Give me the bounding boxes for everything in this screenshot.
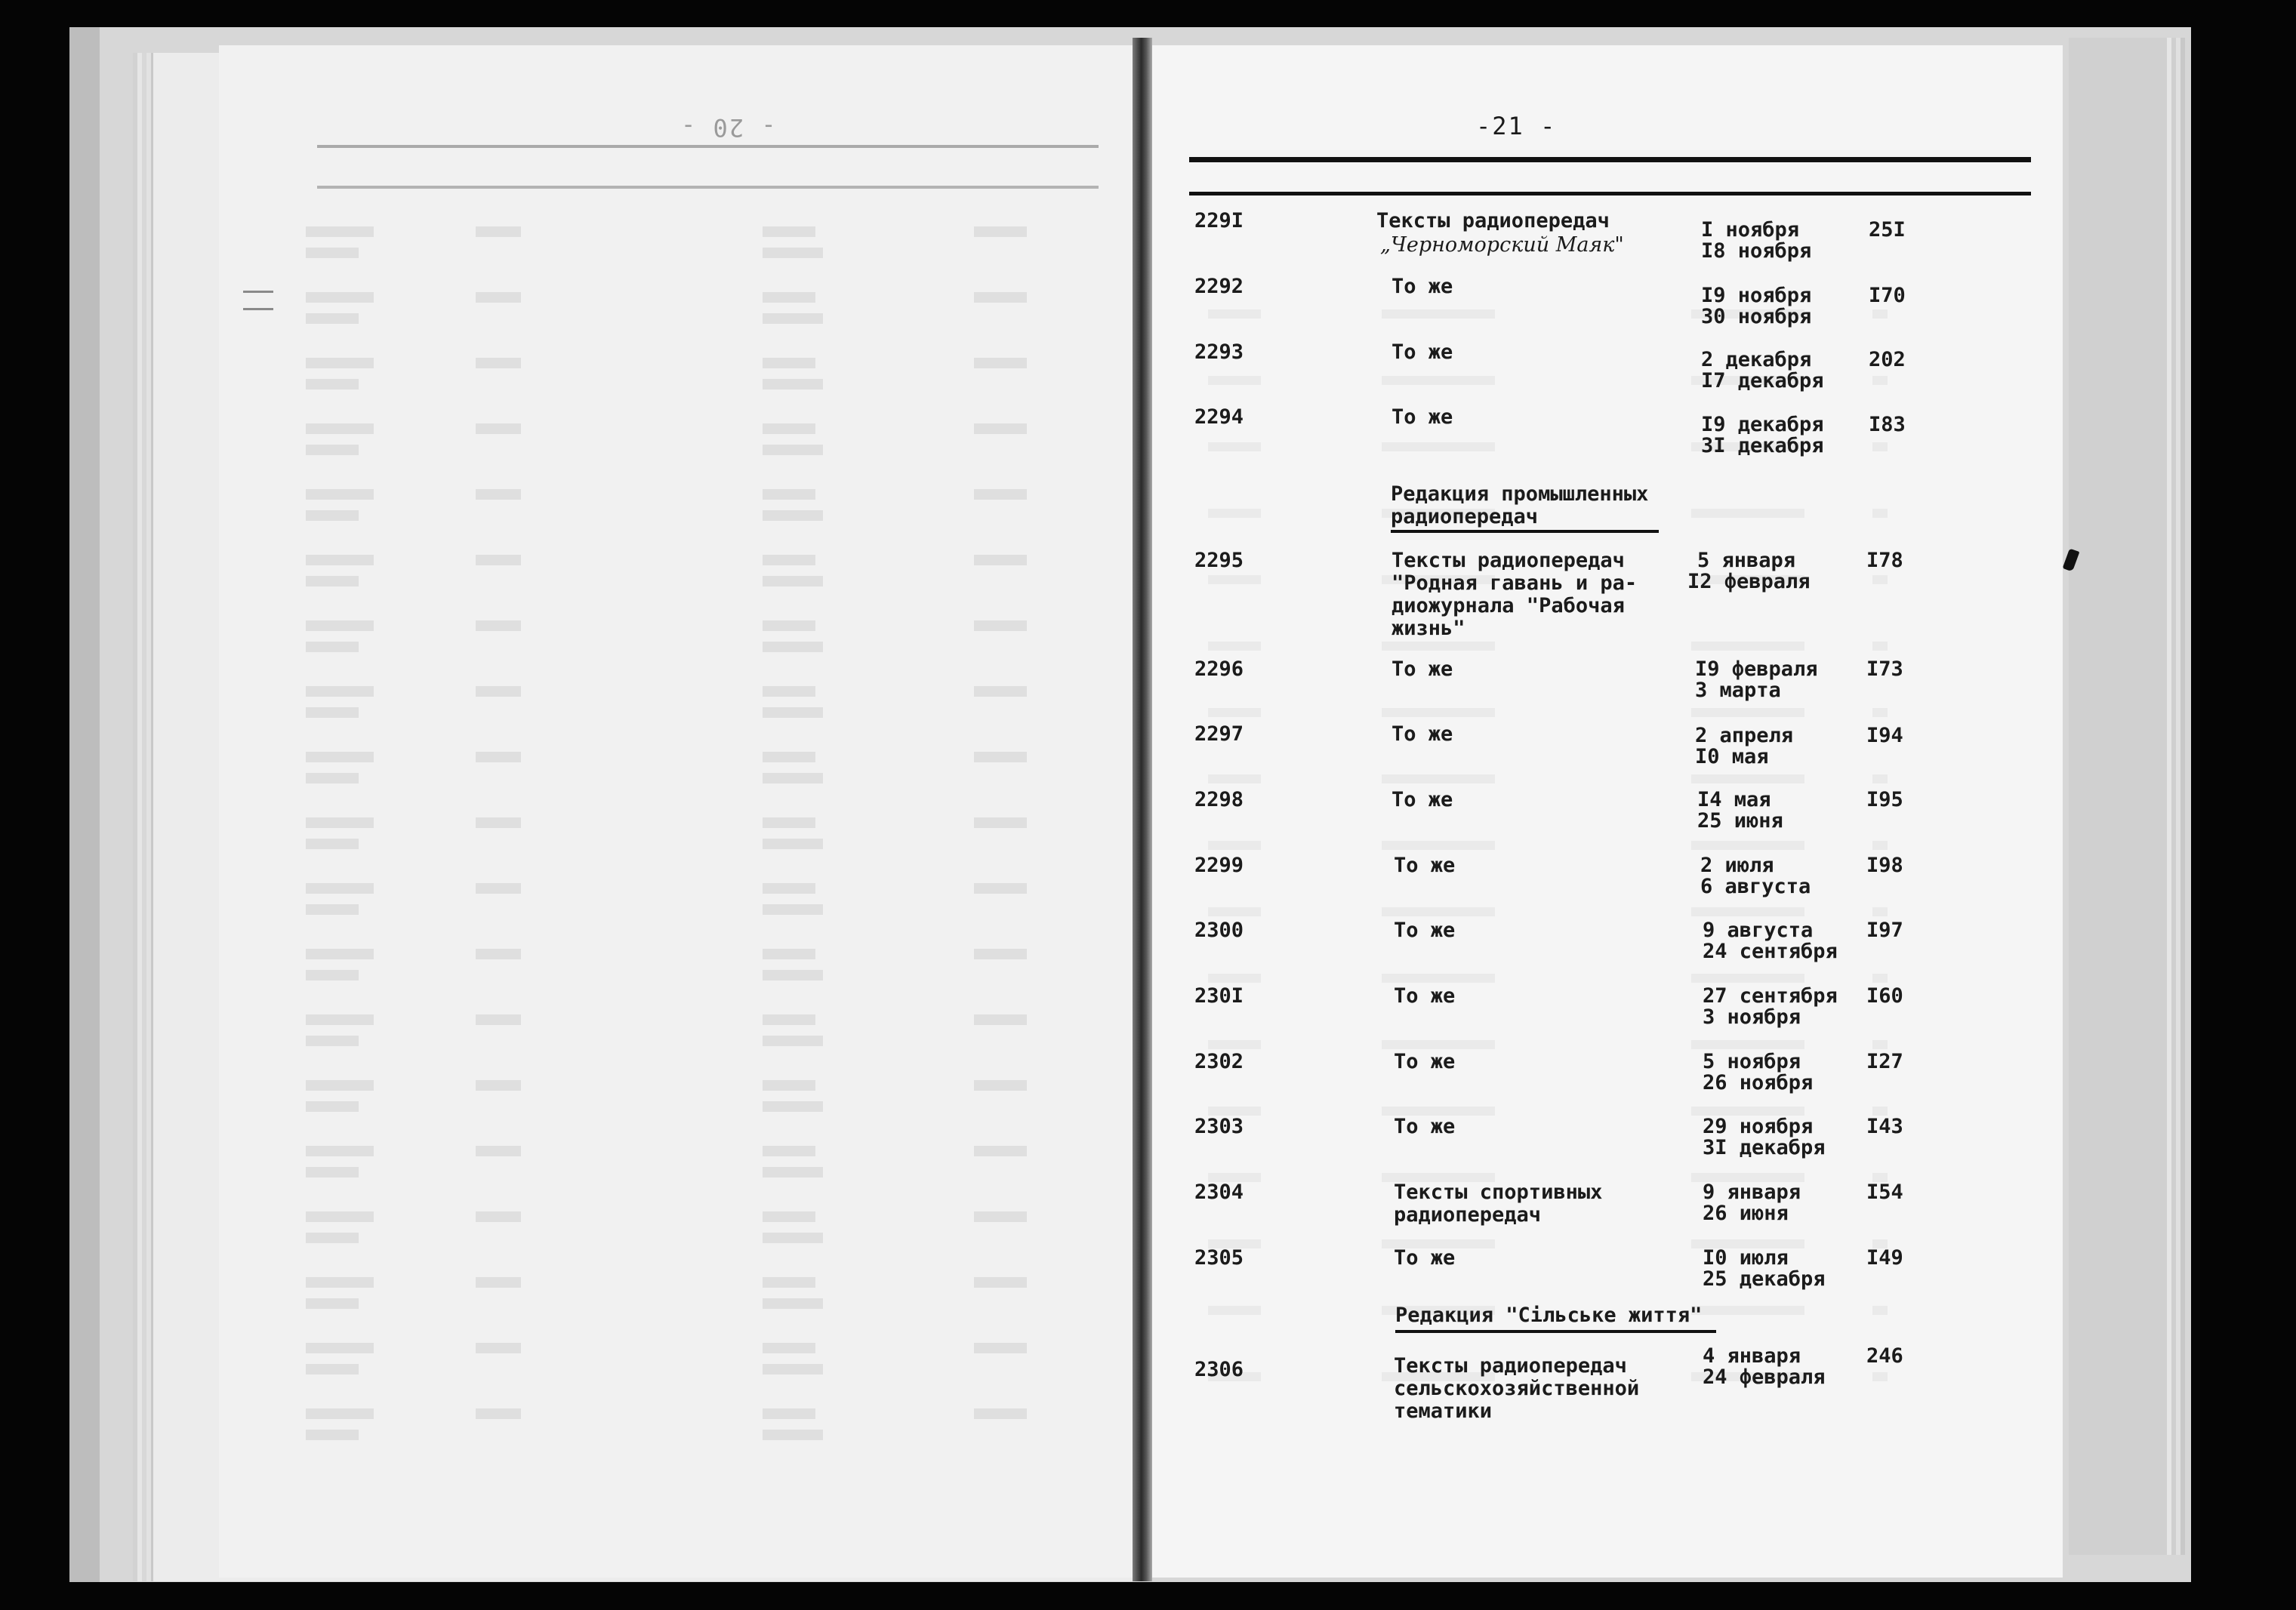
binding-edge [69, 27, 100, 1582]
file-title: Тексты радиопередач [1376, 209, 1610, 232]
bleed-stroke [306, 1364, 359, 1375]
bleed-stroke [763, 1233, 823, 1243]
bleed-stroke [306, 752, 374, 762]
bleed-stroke [306, 1167, 359, 1177]
bleed-stroke [763, 839, 823, 849]
bleed-stroke [763, 883, 815, 894]
bleed-stroke [306, 576, 359, 586]
bleed-stroke [1208, 774, 1261, 783]
bleed-stroke [763, 489, 815, 500]
date-start: 5 ноября [1703, 1050, 1801, 1073]
file-title: Тексты спортивных радиопередач [1394, 1181, 1603, 1227]
page-count: 246 [1866, 1344, 1903, 1368]
date-end: 24 февраля [1703, 1365, 1826, 1389]
bleed-stroke [476, 555, 521, 565]
bleed-stroke [1872, 1306, 1888, 1315]
bleed-stroke [476, 292, 521, 303]
bleed-stroke [1382, 1040, 1495, 1049]
bleed-stroke [763, 1211, 815, 1222]
bleed-stroke [1208, 509, 1261, 518]
bleed-stroke [1382, 974, 1495, 983]
bleed-stroke [763, 226, 815, 237]
bleed-stroke [974, 883, 1027, 894]
bleed-stroke [306, 510, 359, 521]
bleed-stroke [1208, 708, 1261, 717]
bleed-stroke [1872, 774, 1888, 783]
bleed-stroke [763, 423, 815, 434]
bleed-stroke [306, 313, 359, 324]
bleed-stroke [1872, 442, 1888, 451]
bleed-stroke [306, 379, 359, 389]
bleed-stroke [974, 226, 1027, 237]
bleed-stroke [763, 1430, 823, 1440]
bleed-stroke [763, 970, 823, 980]
bleed-stroke [974, 1146, 1027, 1156]
bleed-stroke [763, 313, 823, 324]
file-title: То же [1391, 657, 1453, 681]
bleed-stroke [306, 620, 374, 631]
bleed-stroke [1691, 841, 1804, 850]
bleed-stroke [306, 1430, 359, 1440]
file-number: 2295 [1194, 549, 1244, 572]
date-end: 30 ноября [1701, 305, 1812, 328]
date-end: I2 февраля [1687, 570, 1811, 593]
bleed-stroke [1872, 309, 1888, 319]
file-title: То же [1391, 722, 1453, 746]
bleed-stroke [1382, 841, 1495, 850]
bleed-stroke [476, 423, 521, 434]
bleed-stroke [1872, 575, 1888, 584]
date-start: I4 мая [1697, 788, 1771, 811]
date-start: I9 ноября [1701, 284, 1812, 307]
bleed-stroke [974, 1080, 1027, 1091]
file-title: То же [1394, 1115, 1456, 1138]
bleed-stroke [763, 752, 815, 762]
bleed-stroke [306, 248, 359, 258]
bleed-stroke [763, 248, 823, 258]
bleed-stroke [306, 445, 359, 455]
bleed-stroke [1872, 1040, 1888, 1049]
file-number: 2302 [1194, 1050, 1244, 1073]
bleed-stroke [763, 445, 823, 455]
bleed-stroke [1208, 907, 1261, 916]
bleed-stroke [476, 1014, 521, 1025]
bleed-stroke [974, 292, 1027, 303]
bleed-stroke [476, 883, 521, 894]
bleed-stroke [306, 642, 359, 652]
bleed-stroke [974, 1014, 1027, 1025]
date-start: I9 декабря [1701, 413, 1824, 436]
bleed-stroke [1382, 442, 1495, 451]
file-title: То же [1394, 1050, 1456, 1073]
file-title: Тексты радиопередач "Родная гавань и ра- диожурнала "Рабочая жизнь" [1391, 549, 1638, 640]
date-start: 2 июля [1700, 854, 1774, 877]
bleed-stroke [306, 1014, 374, 1025]
bleed-stroke [763, 1014, 815, 1025]
bleed-stroke [763, 1036, 823, 1046]
page-count: I27 [1866, 1050, 1903, 1073]
date-end: 24 сентября [1703, 940, 1838, 963]
bleed-stroke [763, 576, 823, 586]
bleed-stroke [974, 489, 1027, 500]
bleed-stroke [1691, 708, 1804, 717]
file-title: То же [1391, 405, 1453, 429]
bleed-stroke [306, 970, 359, 980]
file-number: 2303 [1194, 1115, 1244, 1138]
bleed-stroke [306, 1036, 359, 1046]
bleed-stroke [1691, 774, 1804, 783]
bleed-stroke [763, 1146, 815, 1156]
bleed-stroke [1872, 509, 1888, 518]
page-count: I54 [1866, 1181, 1903, 1204]
date-start: 2 декабря [1701, 348, 1812, 371]
bleed-stroke [1208, 376, 1261, 385]
file-number: 2298 [1194, 788, 1244, 811]
bleed-stroke [306, 1343, 374, 1353]
bleed-stroke [306, 555, 374, 565]
bleed-stroke [1872, 376, 1888, 385]
bleed-stroke [763, 1101, 823, 1112]
bleed-stroke [763, 1167, 823, 1177]
bleed-stroke [476, 752, 521, 762]
bleed-stroke [476, 949, 521, 959]
bleed-stroke [974, 949, 1027, 959]
file-number: 2292 [1194, 275, 1244, 298]
bleed-stroke [306, 1101, 359, 1112]
bleed-stroke [306, 817, 374, 828]
right-page-number: -21 - [1476, 112, 1557, 140]
bleed-stroke [1382, 774, 1495, 783]
bleed-stroke [1382, 642, 1495, 651]
bleed-stroke [1208, 309, 1261, 319]
date-start: I0 июля [1703, 1246, 1789, 1270]
page-count: 202 [1869, 348, 1906, 371]
bleed-stroke [306, 1408, 374, 1419]
file-title: То же [1394, 984, 1456, 1008]
bleed-stroke [476, 489, 521, 500]
bleed-stroke [763, 1277, 815, 1288]
bleed-stroke [763, 1080, 815, 1091]
file-title: То же [1394, 919, 1456, 942]
bleed-stroke [974, 1343, 1027, 1353]
bleed-stroke [476, 1408, 521, 1419]
date-start: I ноября [1701, 218, 1800, 242]
date-end: 25 декабря [1703, 1267, 1826, 1291]
date-end: 25 июня [1697, 809, 1783, 833]
file-number: 2294 [1194, 405, 1244, 429]
bleed-stroke [974, 817, 1027, 828]
bleed-stroke [306, 1298, 359, 1309]
bleed-stroke [974, 1277, 1027, 1288]
date-end: I0 мая [1695, 745, 1769, 768]
bleed-stroke [306, 226, 374, 237]
bleed-stroke [763, 1298, 823, 1309]
bleed-stroke [763, 358, 815, 368]
bleed-stroke [1382, 309, 1495, 319]
date-start: 5 января [1697, 549, 1796, 572]
bleed-stroke [476, 817, 521, 828]
bleed-stroke [476, 226, 521, 237]
bleed-stroke [974, 620, 1027, 631]
date-end: 3I декабря [1703, 1136, 1826, 1159]
right-header-rule [1189, 157, 2031, 162]
bleed-stroke [763, 949, 815, 959]
page-count: I60 [1866, 984, 1903, 1008]
bleed-stroke [763, 904, 823, 915]
page-count: I49 [1866, 1246, 1903, 1270]
bleed-stroke [1872, 841, 1888, 850]
date-end: I7 декабря [1701, 369, 1824, 392]
bleed-stroke [306, 773, 359, 783]
date-end: I8 ноября [1701, 239, 1812, 263]
bleed-stroke [306, 1277, 374, 1288]
bleed-stroke [1382, 708, 1495, 717]
date-start: 9 января [1703, 1181, 1801, 1204]
date-end: 26 ноября [1703, 1071, 1814, 1094]
bleed-stroke [476, 1277, 521, 1288]
file-number: 2296 [1194, 657, 1244, 681]
bleed-stroke [974, 555, 1027, 565]
bleed-stroke [763, 555, 815, 565]
page-count: I73 [1866, 657, 1903, 681]
bleed-stroke [974, 423, 1027, 434]
bleed-stroke [1691, 907, 1804, 916]
file-number: 2297 [1194, 722, 1244, 746]
file-number: 2306 [1194, 1358, 1244, 1381]
date-start: 27 сентября [1703, 984, 1838, 1008]
file-title: То же [1394, 854, 1456, 877]
file-number: 2305 [1194, 1246, 1244, 1270]
file-number: 230I [1194, 984, 1244, 1008]
bleed-stroke [476, 1343, 521, 1353]
bleed-stroke [763, 620, 815, 631]
file-title: Тексты радиопередач сельскохозяйственной тематики [1394, 1354, 1640, 1423]
page-count: I43 [1866, 1115, 1903, 1138]
bleed-stroke [1691, 974, 1804, 983]
bleed-stroke [306, 904, 359, 915]
bleed-stroke [306, 358, 374, 368]
bleed-stroke [306, 292, 374, 303]
page-count: I94 [1866, 724, 1903, 747]
bleed-stroke [763, 642, 823, 652]
date-start: 29 ноября [1703, 1115, 1814, 1138]
date-end: 3I декабря [1701, 434, 1824, 457]
bleed-stroke [1208, 974, 1261, 983]
bleed-stroke [974, 1408, 1027, 1419]
bleed-stroke [1382, 907, 1495, 916]
bleed-stroke [763, 773, 823, 783]
bleed-stroke [763, 1408, 815, 1419]
bleed-stroke [306, 423, 374, 434]
bleed-stroke [1208, 642, 1261, 651]
bleed-stroke [306, 949, 374, 959]
right-page-stack [2069, 38, 2167, 1555]
file-title: То же [1394, 1246, 1456, 1270]
bleed-stroke [1208, 575, 1261, 584]
date-end: 26 июня [1703, 1202, 1789, 1225]
bleed-stroke [476, 686, 521, 697]
bleed-stroke [1872, 907, 1888, 916]
date-end: 6 августа [1700, 875, 1811, 898]
right-header-rule [1189, 192, 2031, 195]
bleed-stroke [763, 379, 823, 389]
bleed-stroke [763, 292, 815, 303]
bleed-stroke [1208, 841, 1261, 850]
bleed-stroke [306, 839, 359, 849]
bleed-stroke [763, 510, 823, 521]
date-start: I9 февраля [1695, 657, 1818, 681]
file-title: То же [1391, 340, 1453, 364]
section-heading-village: Редакция "Сільське життя" [1395, 1304, 1703, 1327]
bleed-stroke [763, 686, 815, 697]
bleed-stroke [476, 1080, 521, 1091]
bleed-stroke [476, 1146, 521, 1156]
section-underline [1391, 530, 1659, 533]
bleed-stroke [1872, 974, 1888, 983]
file-number: 2304 [1194, 1181, 1244, 1204]
page-count: I83 [1869, 413, 1906, 436]
file-title: То же [1391, 275, 1453, 298]
bleed-stroke [974, 752, 1027, 762]
page-count: I78 [1866, 549, 1903, 572]
file-number: 2293 [1194, 340, 1244, 364]
bleed-stroke [1872, 708, 1888, 717]
bleed-stroke [974, 1211, 1027, 1222]
file-title: То же [1391, 788, 1453, 811]
left-header-rule [317, 186, 1099, 189]
section-heading-industrial: Редакция промышленных радиопередач [1391, 482, 1649, 528]
date-end: 3 марта [1695, 679, 1781, 702]
page-count: I95 [1866, 788, 1903, 811]
file-number: 229I [1194, 209, 1244, 232]
date-start: 9 августа [1703, 919, 1814, 942]
bleed-stroke [306, 686, 374, 697]
bleed-stroke [1691, 509, 1804, 518]
bleed-stroke [476, 358, 521, 368]
bleed-stroke [306, 883, 374, 894]
page-count: 25I [1869, 218, 1906, 242]
page-count: I70 [1869, 284, 1906, 307]
page-count: I98 [1866, 854, 1903, 877]
bleed-stroke [306, 1211, 374, 1222]
date-end: 3 ноября [1703, 1005, 1801, 1029]
bleed-stroke [1382, 376, 1495, 385]
bleed-stroke [763, 1343, 815, 1353]
section-underline [1395, 1330, 1716, 1333]
bleed-stroke [1208, 1040, 1261, 1049]
left-header-rule [317, 145, 1099, 148]
bleed-stroke [306, 1146, 374, 1156]
bleed-stroke [1208, 442, 1261, 451]
bleed-stroke [306, 1233, 359, 1243]
bleed-stroke [476, 1211, 521, 1222]
bleed-stroke [306, 1080, 374, 1091]
page-count: I97 [1866, 919, 1903, 942]
bleed-stroke [974, 686, 1027, 697]
file-title-note: „Черноморский Маяк" [1380, 233, 1624, 257]
bleed-stroke [306, 489, 374, 500]
bleed-stroke [1691, 1040, 1804, 1049]
bleed-stroke [763, 817, 815, 828]
bleed-through-texture [219, 196, 1134, 1479]
bleed-stroke [1872, 1372, 1888, 1381]
bleed-stroke [1691, 642, 1804, 651]
bleed-stroke [763, 1364, 823, 1375]
bleed-stroke [974, 358, 1027, 368]
bleed-stroke [476, 620, 521, 631]
date-start: 4 января [1703, 1344, 1801, 1368]
left-page-number: - 20 - [680, 113, 776, 142]
bleed-stroke [306, 707, 359, 718]
bleed-stroke [763, 707, 823, 718]
bleed-stroke [1208, 1306, 1261, 1315]
bleed-stroke [1872, 642, 1888, 651]
date-start: 2 апреля [1695, 724, 1794, 747]
file-number: 2299 [1194, 854, 1244, 877]
file-number: 2300 [1194, 919, 1244, 942]
book-gutter [1133, 38, 1152, 1581]
